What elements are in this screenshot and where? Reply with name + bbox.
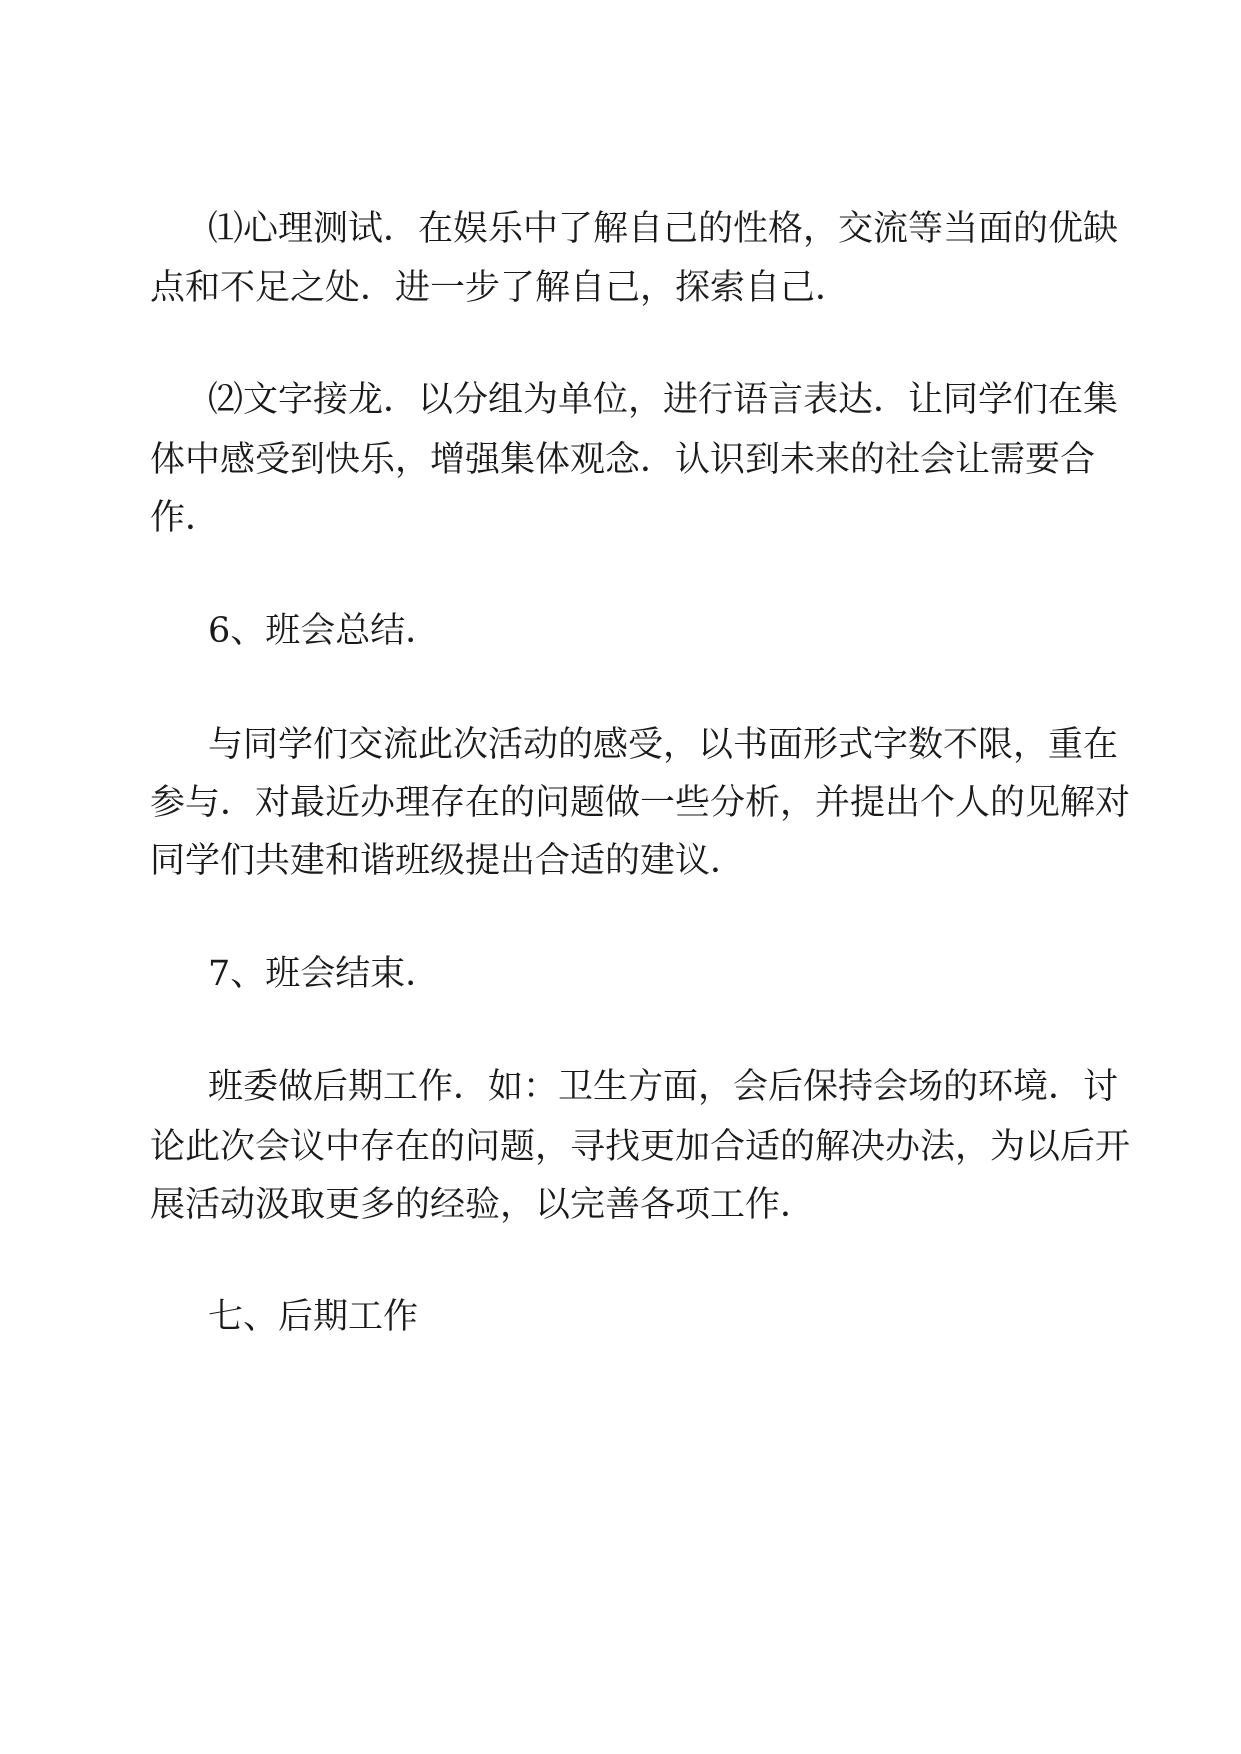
paragraph-6-line-2: 论此次会议中存在的问题，寻找更加合适的解决办法，为以后开 bbox=[150, 1127, 1131, 1167]
paragraph-1-line-1: ⑴心理测试．在娱乐中了解自己的性格，交流等当面的优缺 bbox=[208, 209, 1119, 249]
section-heading-6: 6、班会总结． bbox=[208, 611, 441, 651]
paragraph-2-line-3: 作． bbox=[150, 498, 221, 538]
section-heading-7: 7、班会结束． bbox=[208, 954, 441, 994]
paragraph-4-line-3: 同学们共建和谐班级提出合适的建议． bbox=[150, 841, 746, 881]
paragraph-1-line-2: 点和不足之处．进一步了解自己，探索自己． bbox=[150, 268, 851, 308]
paragraph-6-line-1: 班委做后期工作．如：卫生方面，会后保持会场的环境．讨 bbox=[208, 1067, 1119, 1107]
paragraph-6-line-3: 展活动汲取更多的经验，以完善各项工作． bbox=[150, 1185, 816, 1225]
paragraph-2-line-2: 体中感受到快乐，增强集体观念．认识到未来的社会让需要合 bbox=[150, 440, 1096, 480]
paragraph-2-line-1: ⑵文字接龙．以分组为单位，进行语言表达．让同学们在集 bbox=[208, 380, 1119, 420]
paragraph-4-line-2: 参与．对最近办理存在的问题做一些分析，并提出个人的见解对 bbox=[150, 783, 1131, 823]
section-heading-seven: 七、后期工作 bbox=[208, 1297, 419, 1337]
paragraph-4-line-1: 与同学们交流此次活动的感受，以书面形式字数不限，重在 bbox=[208, 725, 1119, 765]
